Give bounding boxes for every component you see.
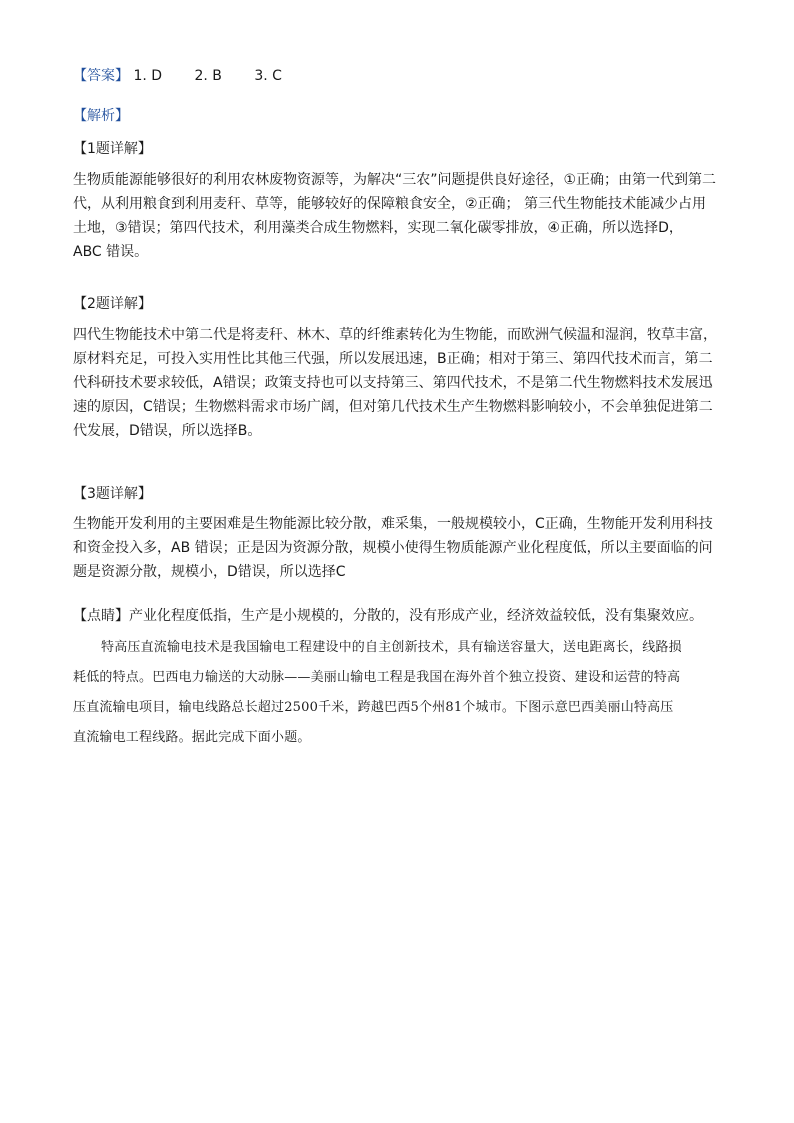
q2-line: 原材料充足，可投入实用性比其他三代强，所以发展迅速，B正确；相对于第三、第四代技术而言，第二	[73, 351, 713, 367]
q1-explanation	[73, 168, 733, 264]
passage-line: 压直流输电项目，输电线路总长超过2500千米，跨越巴西5个州81个城市。下图示意巴西美丽山特高压	[73, 700, 674, 715]
passage-line: 直流输电工程线路。据此完成下面小题。	[73, 730, 311, 745]
q3-line: 生物能开发利用的主要困难是生物能源比较分散，难采集，一般规模较小，C正确，生物能开发利用科技	[73, 516, 713, 532]
q3-line: 和资金投入多，AB 错误；正是因为资源分散，规模小使得生物质能源产业化程度低，所以主要面临的问	[73, 540, 713, 556]
q2-line: 四代生物能技术中第二代是将麦秆、林木、草的纤维素转化为生物能，而欧洲气候温和湿润，牧草丰富，	[73, 327, 717, 343]
answer-tag: 【答案】	[73, 68, 129, 84]
analysis-tag: 【解析】	[73, 108, 129, 124]
q2-tag: 【2题详解】	[73, 296, 152, 312]
answer-item-3: 3. C	[254, 68, 282, 84]
reading-passage	[73, 633, 729, 753]
passage-line: 特高压直流输电技术是我国输电工程建设中的自主创新技术，具有输送容量大，送电距离长，线路损	[101, 640, 682, 655]
answer-item-1: 1. D	[133, 68, 163, 84]
q1-line: 代，从利用粮食到利用麦秆、草等，能够较好的保障粮食安全，②正确； 第三代生物能技术能减少占用	[73, 196, 706, 212]
q2-line: 速的原因，C错误；生物燃料需求市场广阔，但对第几代技术生产生物燃料影响较小，不会单独促进第二	[73, 399, 713, 415]
answer-line	[73, 66, 282, 86]
q1-line: 土地，③错误；第四代技术，利用藻类合成生物燃料，实现二氧化碳零排放，④正确，所以选择D，	[73, 220, 683, 236]
q2-line: 代发展，D错误，所以选择B。	[73, 423, 262, 439]
tip-text: 产业化程度低指，生产是小规模的，分散的，没有形成产业，经济效益较低，没有集聚效应。	[129, 608, 703, 624]
tip-tag: 【点睛】	[73, 608, 129, 624]
passage-line: 耗低的特点。巴西电力输送的大动脉——美丽山输电工程是我国在海外首个独立投资、建设和运营的特高	[73, 670, 681, 685]
tip-line	[73, 606, 703, 626]
q1-line: 生物质能源能够很好的利用农林废物资源等，为解决“三农”问题提供良好途径，①正确；由第一代到第二	[73, 172, 717, 188]
q3-tag: 【3题详解】	[73, 486, 152, 502]
q1-line: ABC 错误。	[73, 244, 149, 260]
answer-item-2: 2. B	[194, 68, 222, 84]
q2-line: 代科研技术要求较低，A错误；政策支持也可以支持第三、第四代技术，不是第二代生物燃料技术发展迅	[73, 375, 713, 391]
q3-explanation	[73, 512, 733, 584]
q2-explanation	[73, 323, 733, 443]
q1-tag: 【1题详解】	[73, 141, 152, 157]
q3-line: 题是资源分散，规模小，D错误，所以选择C	[73, 564, 346, 580]
